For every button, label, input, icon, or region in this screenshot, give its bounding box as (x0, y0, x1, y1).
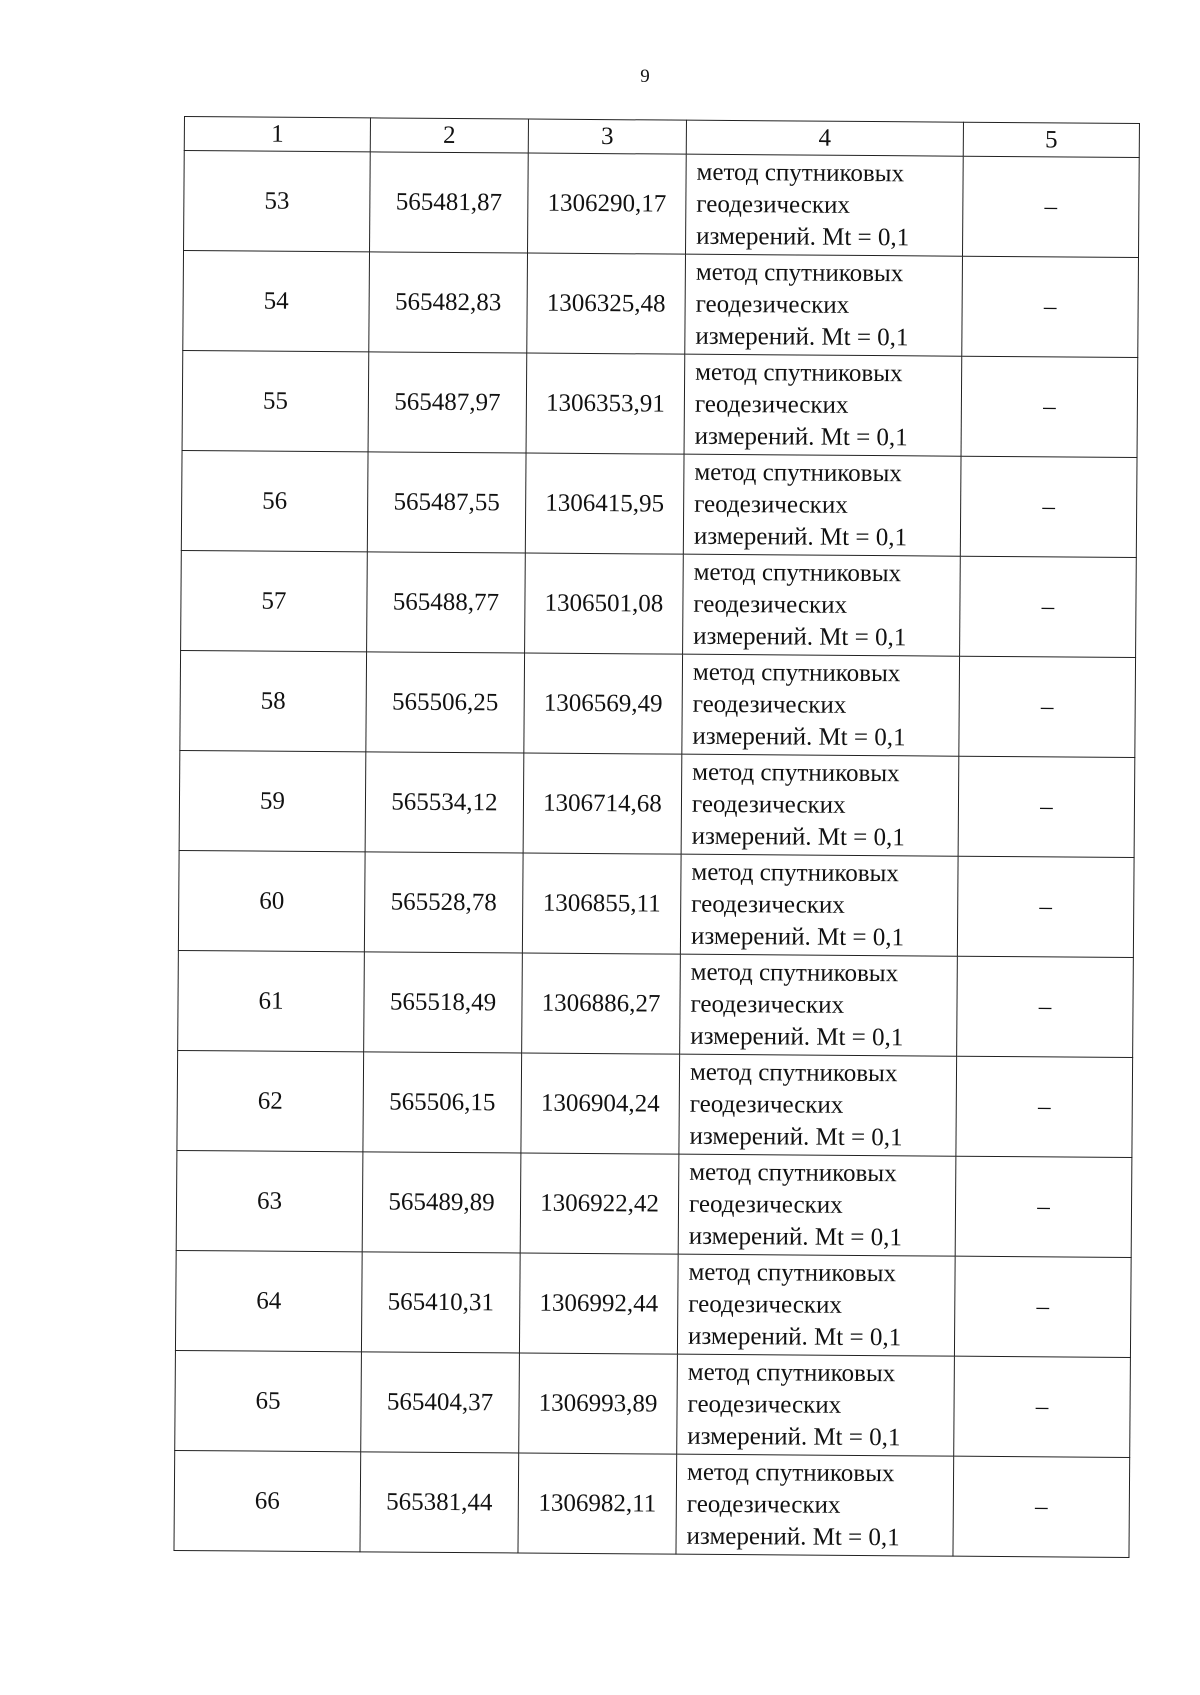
description-cell: – (962, 156, 1139, 257)
x-coordinate-cell: 565487,97 (368, 352, 527, 453)
method-line: измерений. Mt = 0,1 (690, 1022, 904, 1051)
description-cell: – (957, 956, 1134, 1057)
table-row (175, 1250, 1131, 1357)
method-cell (680, 954, 958, 1056)
point-number-cell: 58 (180, 650, 367, 751)
method-line: геодезических (694, 390, 849, 419)
method-line: измерений. Mt = 0,1 (688, 1222, 902, 1251)
method-cell (684, 354, 962, 456)
method-line: метод спутниковых (687, 1358, 896, 1387)
header-cell: 1 (184, 117, 370, 152)
method-line: метод спутниковых (691, 858, 899, 887)
method-line: метод спутниковых (690, 958, 899, 987)
method-line: метод спутниковых (688, 1258, 897, 1287)
method-line: геодезических (691, 790, 846, 819)
x-coordinate-cell: 565528,78 (364, 852, 523, 953)
y-coordinate-cell: 1306982,11 (518, 1453, 677, 1554)
y-coordinate-cell: 1306353,91 (526, 353, 685, 454)
method-cell (677, 1254, 955, 1356)
description-cell: – (962, 256, 1139, 357)
description-cell: – (955, 1156, 1132, 1257)
point-number-cell: 54 (183, 251, 370, 352)
header-cell: 3 (528, 119, 686, 154)
y-coordinate-cell: 1306415,95 (525, 453, 684, 554)
table-row (174, 1450, 1130, 1557)
point-number-cell: 62 (177, 1050, 364, 1151)
method-cell (679, 1054, 957, 1156)
table-row (177, 1050, 1133, 1157)
table-row (181, 450, 1137, 557)
coordinates-table (173, 116, 1139, 1558)
method-line: метод спутниковых (693, 558, 902, 587)
method-line: метод спутниковых (692, 658, 901, 687)
method-line: геодезических (688, 1290, 842, 1319)
x-coordinate-cell: 565487,55 (367, 452, 526, 553)
header-cell: 4 (686, 120, 963, 156)
method-line: метод спутниковых (692, 758, 900, 787)
y-coordinate-cell: 1306855,11 (522, 853, 681, 954)
method-line: геодезических (686, 1490, 841, 1519)
x-coordinate-cell: 565488,77 (367, 552, 526, 653)
method-line: геодезических (695, 290, 850, 319)
method-line: геодезических (688, 1190, 843, 1219)
description-cell: – (954, 1356, 1131, 1457)
method-line: геодезических (693, 590, 848, 619)
description-cell: – (960, 556, 1137, 657)
x-coordinate-cell: 565404,37 (361, 1352, 520, 1453)
x-coordinate-cell: 565518,49 (364, 952, 523, 1053)
description-cell: – (960, 456, 1137, 557)
table-row (179, 750, 1135, 857)
table-row (178, 950, 1134, 1057)
description-cell: – (956, 1056, 1133, 1157)
y-coordinate-cell: 1306569,49 (524, 653, 683, 754)
table-row (181, 550, 1137, 657)
point-number-cell: 65 (175, 1350, 362, 1451)
method-line: метод спутниковых (696, 158, 905, 187)
method-cell (683, 454, 961, 556)
y-coordinate-cell: 1306325,48 (527, 253, 686, 354)
method-cell (677, 1354, 955, 1456)
method-line: измерений. Mt = 0,1 (691, 822, 905, 851)
method-line: метод спутниковых (689, 1158, 897, 1187)
method-cell (676, 1454, 954, 1556)
method-line: измерений. Mt = 0,1 (689, 1122, 903, 1151)
method-line: измерений. Mt = 0,1 (696, 222, 910, 251)
y-coordinate-cell: 1306922,42 (520, 1153, 679, 1254)
method-line: геодезических (690, 990, 845, 1019)
method-cell (678, 1154, 956, 1256)
description-cell: – (958, 756, 1135, 857)
method-cell (682, 654, 960, 756)
method-line: измерений. Mt = 0,1 (692, 722, 906, 751)
y-coordinate-cell: 1306714,68 (523, 753, 682, 854)
method-line: геодезических (694, 490, 848, 519)
method-line: измерений. Mt = 0,1 (686, 1522, 900, 1551)
point-number-cell: 59 (179, 750, 366, 851)
method-line: геодезических (689, 1090, 844, 1119)
y-coordinate-cell: 1306904,24 (521, 1053, 680, 1154)
method-line: измерений. Mt = 0,1 (695, 322, 909, 351)
method-cell (685, 254, 963, 356)
x-coordinate-cell: 565481,87 (370, 152, 529, 253)
description-cell: – (959, 656, 1136, 757)
description-cell: – (953, 1456, 1130, 1557)
method-line: измерений. Mt = 0,1 (687, 1422, 901, 1451)
method-cell (681, 754, 959, 856)
method-line: метод спутниковых (695, 258, 904, 287)
table-row (178, 850, 1134, 957)
y-coordinate-cell: 1306290,17 (528, 153, 687, 254)
description-cell: – (957, 856, 1134, 957)
point-number-cell: 53 (184, 151, 371, 252)
header-cell: 5 (963, 122, 1139, 157)
x-coordinate-cell: 565506,25 (366, 652, 525, 753)
point-number-cell: 55 (182, 350, 369, 451)
method-cell (683, 554, 961, 656)
description-cell: – (954, 1256, 1131, 1357)
method-line: измерений. Mt = 0,1 (693, 622, 907, 651)
method-line: метод спутниковых (694, 458, 902, 487)
point-number-cell: 66 (174, 1450, 361, 1551)
table-row (182, 350, 1138, 457)
x-coordinate-cell: 565506,15 (363, 1052, 522, 1153)
method-line: метод спутниковых (695, 358, 903, 387)
x-coordinate-cell: 565410,31 (361, 1252, 520, 1353)
method-line: метод спутниковых (689, 1058, 898, 1087)
point-number-cell: 61 (178, 950, 365, 1051)
method-line: геодезических (687, 1390, 842, 1419)
method-line: метод спутниковых (686, 1458, 895, 1487)
y-coordinate-cell: 1306993,89 (519, 1353, 678, 1454)
method-line: измерений. Mt = 0,1 (693, 522, 908, 551)
x-coordinate-cell: 565381,44 (360, 1452, 519, 1553)
x-coordinate-cell: 565534,12 (365, 752, 524, 853)
method-cell (680, 854, 958, 956)
header-cell: 2 (370, 118, 528, 153)
method-line: геодезических (696, 190, 851, 219)
table-row (183, 251, 1139, 358)
method-line: измерений. Mt = 0,1 (690, 922, 905, 951)
method-cell (686, 154, 964, 256)
y-coordinate-cell: 1306992,44 (519, 1253, 678, 1354)
point-number-cell: 60 (178, 850, 365, 951)
table-row (180, 650, 1136, 757)
method-line: геодезических (692, 690, 847, 719)
table-row (184, 151, 1140, 258)
point-number-cell: 57 (181, 550, 368, 651)
y-coordinate-cell: 1306501,08 (525, 553, 684, 654)
point-number-cell: 64 (175, 1250, 362, 1351)
x-coordinate-cell: 565482,83 (369, 252, 528, 353)
description-cell: – (961, 356, 1138, 457)
y-coordinate-cell: 1306886,27 (522, 953, 681, 1054)
method-line: геодезических (691, 890, 845, 919)
point-number-cell: 56 (181, 450, 368, 551)
table-row (175, 1350, 1131, 1457)
method-line: измерений. Mt = 0,1 (687, 1322, 902, 1351)
method-line: измерений. Mt = 0,1 (694, 422, 908, 451)
page-number: 9 (640, 66, 650, 87)
point-number-cell: 63 (176, 1150, 363, 1251)
x-coordinate-cell: 565489,89 (362, 1152, 521, 1253)
table-row (176, 1150, 1132, 1257)
